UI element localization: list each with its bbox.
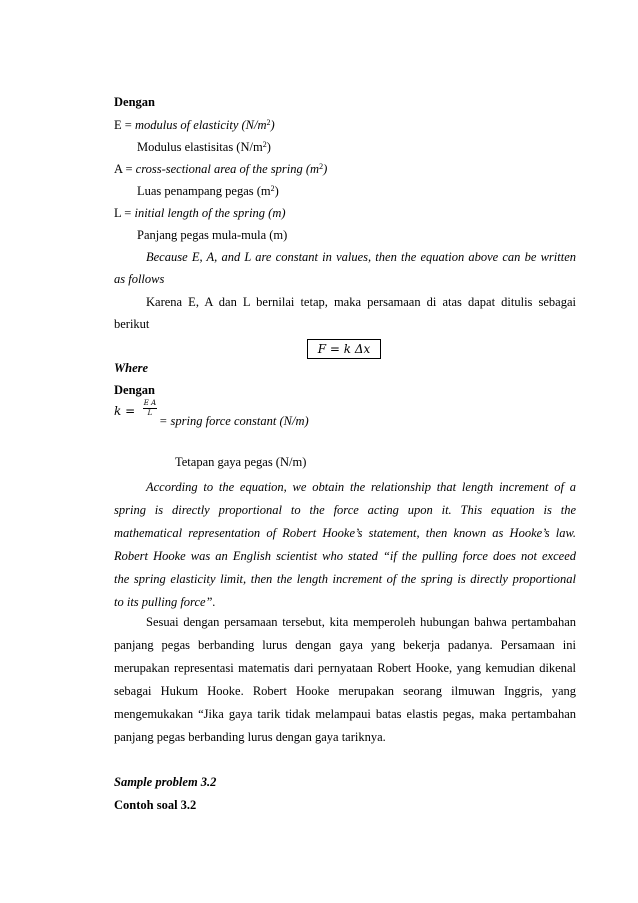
- superscript: 2: [270, 184, 275, 193]
- hooke-formula-box: F = k Δx: [307, 339, 381, 359]
- k-equation-lhs: k =: [114, 404, 136, 418]
- superscript: 2: [319, 162, 324, 171]
- paragraph-id-line: panjang pegas berbanding lurus dengan gaya tariknya.: [114, 730, 386, 744]
- karena-id-line-1: Karena E, A dan L bernilai tetap, maka persamaan di atas dapat ditulis sebagai: [146, 295, 576, 309]
- definition-l-en: [114, 206, 286, 221]
- paragraph-en-line: According to the equation, we obtain the relationship that length increment of a: [146, 480, 576, 494]
- fraction-denominator: L: [147, 409, 153, 417]
- paragraph-en-line: Robert Hooke was an English scientist who stated “if the pulling force does not exceed: [114, 549, 576, 563]
- definition-e-id: [137, 140, 271, 155]
- definition-e-en: [114, 118, 275, 133]
- def-close: ): [323, 162, 328, 176]
- definition-a-en: [114, 162, 327, 177]
- def-text: Modulus elastisitas (N/m: [137, 140, 263, 154]
- def-prefix: L =: [114, 206, 135, 220]
- paragraph-id-line: panjang pegas berbanding lurus dengan gaya yang bekerja padanya. Persamaan ini: [114, 638, 576, 652]
- k-fraction: [143, 399, 157, 418]
- def-close: ): [274, 184, 279, 198]
- paragraph-en-line: to its pulling force”.: [114, 595, 216, 609]
- def-prefix: A =: [114, 162, 136, 176]
- heading-dengan-2: Dengan: [114, 383, 155, 397]
- k-definition-id: Tetapan gaya pegas (N/m): [175, 455, 307, 469]
- heading-contoh-soal: Contoh soal 3.2: [114, 798, 197, 812]
- paragraph-en-line: mathematical representation of Robert Hooke’s statement, then known as Hooke’s law.: [114, 526, 576, 540]
- paragraph-en-line: the spring elasticity limit, then the length increment of the spring is directly proportional: [114, 572, 576, 586]
- fraction-numerator: E A: [143, 399, 157, 407]
- k-definition-en: = spring force constant (N/m): [159, 414, 309, 428]
- definition-l-id: Panjang pegas mula-mula (m): [137, 228, 288, 242]
- heading-where: Where: [114, 361, 149, 375]
- paragraph-id-line: Sesuai dengan persamaan tersebut, kita memperoleh hubungan bahwa pertambahan: [146, 615, 576, 629]
- def-close: ): [266, 140, 271, 154]
- heading-dengan: Dengan: [114, 95, 155, 109]
- paragraph-id-line: mengemukakan “Jika gaya tarik tidak melampaui batas elastis pegas, maka pertambahan: [114, 707, 576, 721]
- karena-id-line-2: berikut: [114, 317, 150, 331]
- paragraph-id-line: sebagai Hukum Hooke. Robert Hooke merupakan seorang ilmuwan Inggris, yang: [114, 684, 576, 698]
- superscript: 2: [262, 140, 267, 149]
- def-text: cross-sectional area of the spring (m: [135, 162, 320, 176]
- def-prefix: E =: [114, 118, 135, 132]
- superscript: 2: [266, 118, 271, 127]
- def-text: initial length of the spring (m): [134, 206, 286, 220]
- def-text: modulus of elasticity (N/m: [134, 118, 267, 132]
- paragraph-en-line: spring is directly proportional to the force acting upon it. This equation is the: [114, 503, 576, 517]
- paragraph-id-line: merupakan representasi matematis dari pernyataan Robert Hooke, yang kemudian dikenal: [114, 661, 576, 675]
- def-close: ): [270, 118, 275, 132]
- def-text: Luas penampang pegas (m: [137, 184, 271, 198]
- because-en-line-2: as follows: [114, 272, 165, 286]
- heading-sample-problem: Sample problem 3.2: [114, 775, 217, 789]
- because-en-line-1: Because E, A, and L are constant in values, then the equation above can be written: [146, 250, 576, 264]
- definition-a-id: [137, 184, 279, 199]
